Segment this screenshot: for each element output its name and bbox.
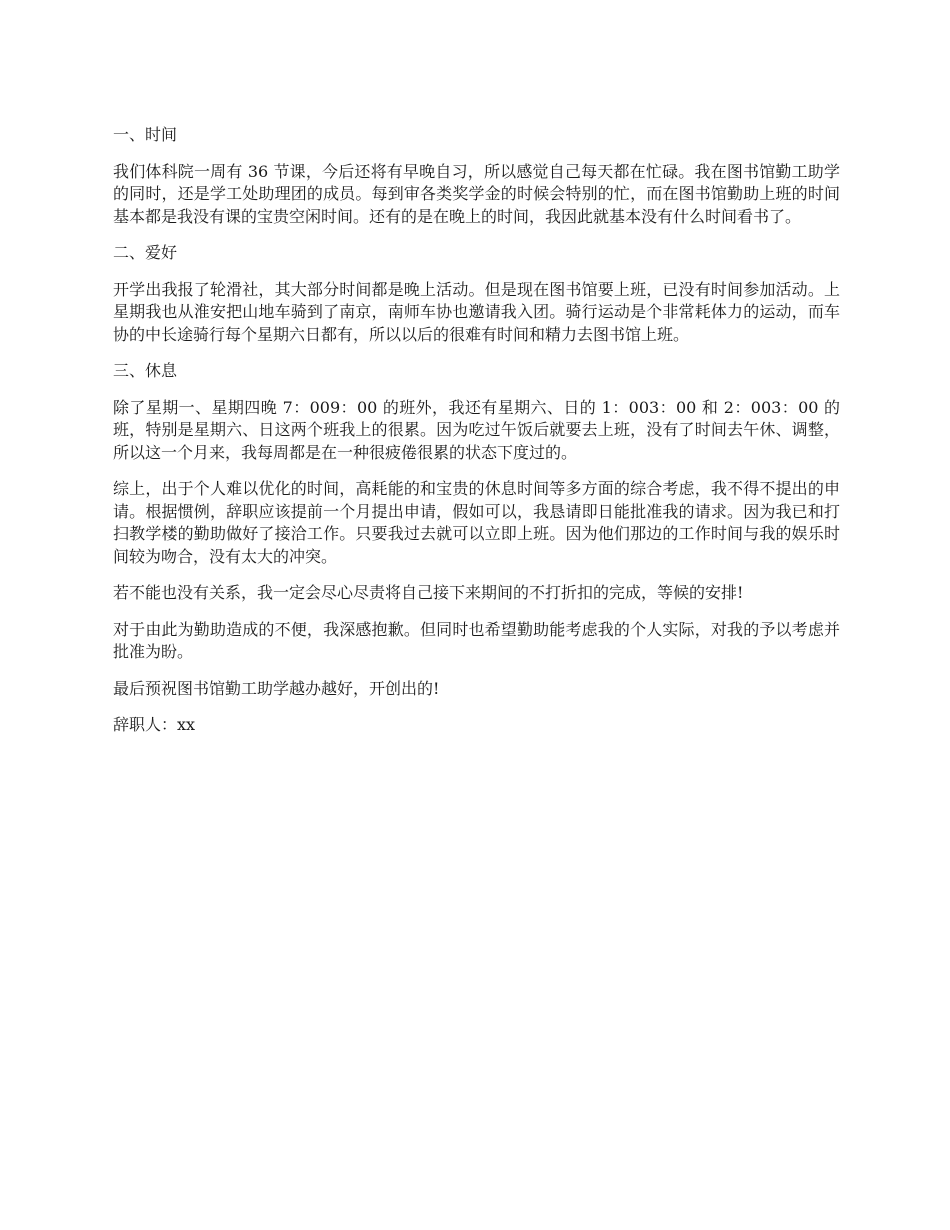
section-heading-rest: 三、休息 (113, 361, 178, 380)
conclusion-paragraph: 综上，出于个人难以优化的时间，高耗能的和宝贵的休息时间等多方面的综合考虑，我不得不提出的申请。根据惯例，辞职应该提前一个月提出申请，假如可以，我恳请即日能批准我的请求。因为我已和打扫教学楼的勤助做好了接洽工作。只要我过去就可以立即上班。因为他们那边的工作时间与我的娱乐时间较为吻合，没有太大的冲突。 (113, 479, 840, 566)
document-page (113, 124, 840, 737)
section-paragraph-rest: 除了星期一、星期四晚 7：009：00 的班外，我还有星期六、日的 1：003：00 和 2：003：00 的班，特别是星期六、日这两个班我上的很累。因为吃过午饭后就要去上班，没有了时间去午休、调整，所以这一个月来，我每周都是在一种很疲倦很累的状态下度过的。 (113, 397, 840, 462)
section-heading-hobby: 二、爱好 (113, 243, 178, 262)
signature-line: 辞职人：xx (113, 715, 196, 734)
wishes-paragraph: 最后预祝图书馆勤工助学越办越好，开创出的! (113, 678, 440, 698)
fallback-paragraph: 若不能也没有关系，我一定会尽心尽责将自己接下来期间的不打折扣的完成，等候的安排! (113, 583, 744, 602)
apology-paragraph: 对于由此为勤助造成的不便，我深感抱歉。但同时也希望勤助能考虑我的个人实际，对我的予以考虑并批准为盼。 (113, 619, 840, 661)
section-paragraph-time: 我们体科院一周有 36 节课，今后还将有早晚自习，所以感觉自己每天都在忙碌。我在图书馆勤工助学的同时，还是学工处助理团的成员。每到审各类奖学金的时候会特别的忙，而在图书馆勤助上班的时间基本都是我没有课的宝贵空闲时间。还有的是在晚上的时间，我因此就基本没有什么时间看书了。 (113, 161, 840, 226)
section-heading-time: 一、时间 (113, 125, 178, 144)
section-paragraph-hobby: 开学出我报了轮滑社，其大部分时间都是晚上活动。但是现在图书馆要上班，已没有时间参加活动。上星期我也从淮安把山地车骑到了南京，南师车协也邀请我入团。骑行运动是个非常耗体力的运动，而车协的中长途骑行每个星期六日都有，所以以后的很难有时间和精力去图书馆上班。 (113, 279, 840, 344)
